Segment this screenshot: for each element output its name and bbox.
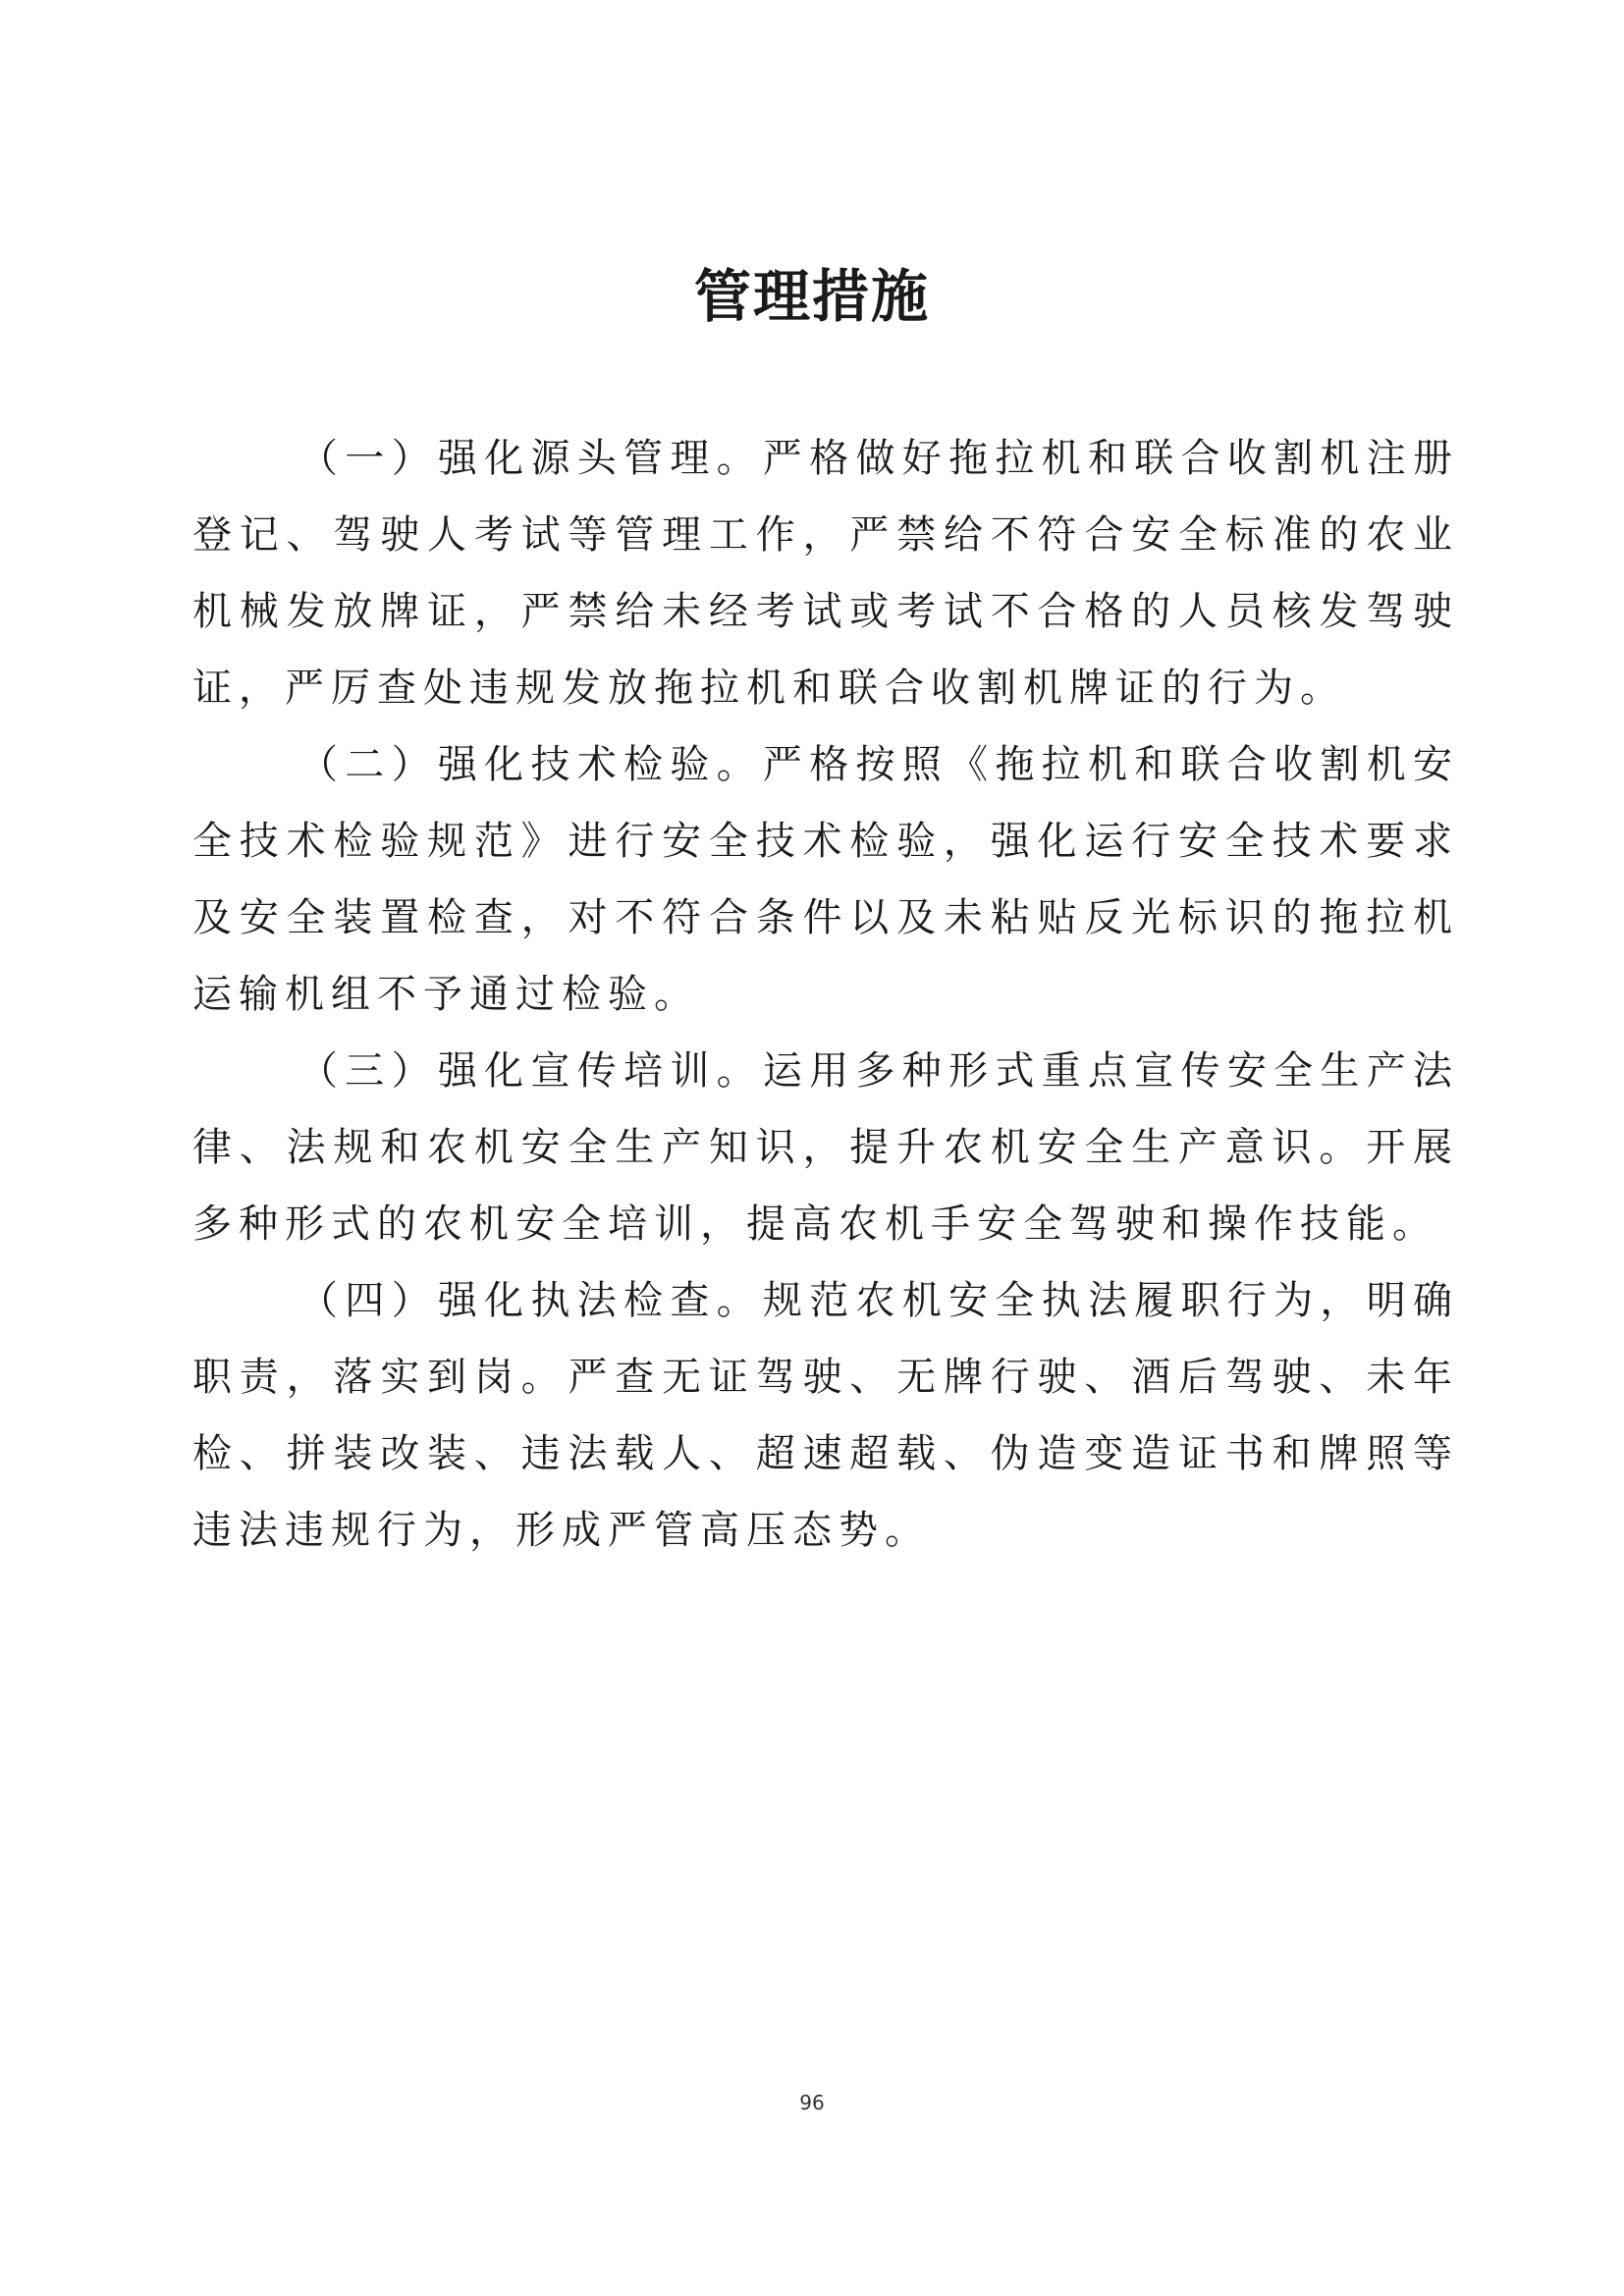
body-text [192,420,1459,1569]
page-number: 96 [799,2091,825,2114]
paragraph-technical-inspection: （二）强化技术检验。严格按照《拖拉机和联合收割机安全技术检验规范》进行安全技术检验，强化运行安全技术要求及安全装置检查，对不符合条件以及未粘贴反光标识的拖拉机运输机组不予通过检验。 [192,742,1459,1017]
page-title: 管理措施 [693,263,930,330]
paragraph-source-management: （一）强化源头管理。严格做好拖拉机和联合收割机注册登记、驾驶人考试等管理工作，严禁给不符合安全标准的农业机械发放牌证，严禁给未经考试或考试不合格的人员核发驾驶证，严厉查处违规发放拖拉机和联合收割机牌证的行为。 [192,436,1459,711]
paragraph-publicity-training: （三）强化宣传培训。运用多种形式重点宣传安全生产法律、法规和农机安全生产知识，提升农机安全生产意识。开展多种形式的农机安全培训，提高农机手安全驾驶和操作技能。 [192,1048,1459,1247]
paragraph-law-enforcement: （四）强化执法检查。规范农机安全执法履职行为，明确职责，落实到岗。严查无证驾驶、无牌行驶、酒后驾驶、未年检、拼装改装、违法载人、超速超载、伪造变造证书和牌照等违法违规行为，形成严管高压态势。 [192,1278,1459,1553]
